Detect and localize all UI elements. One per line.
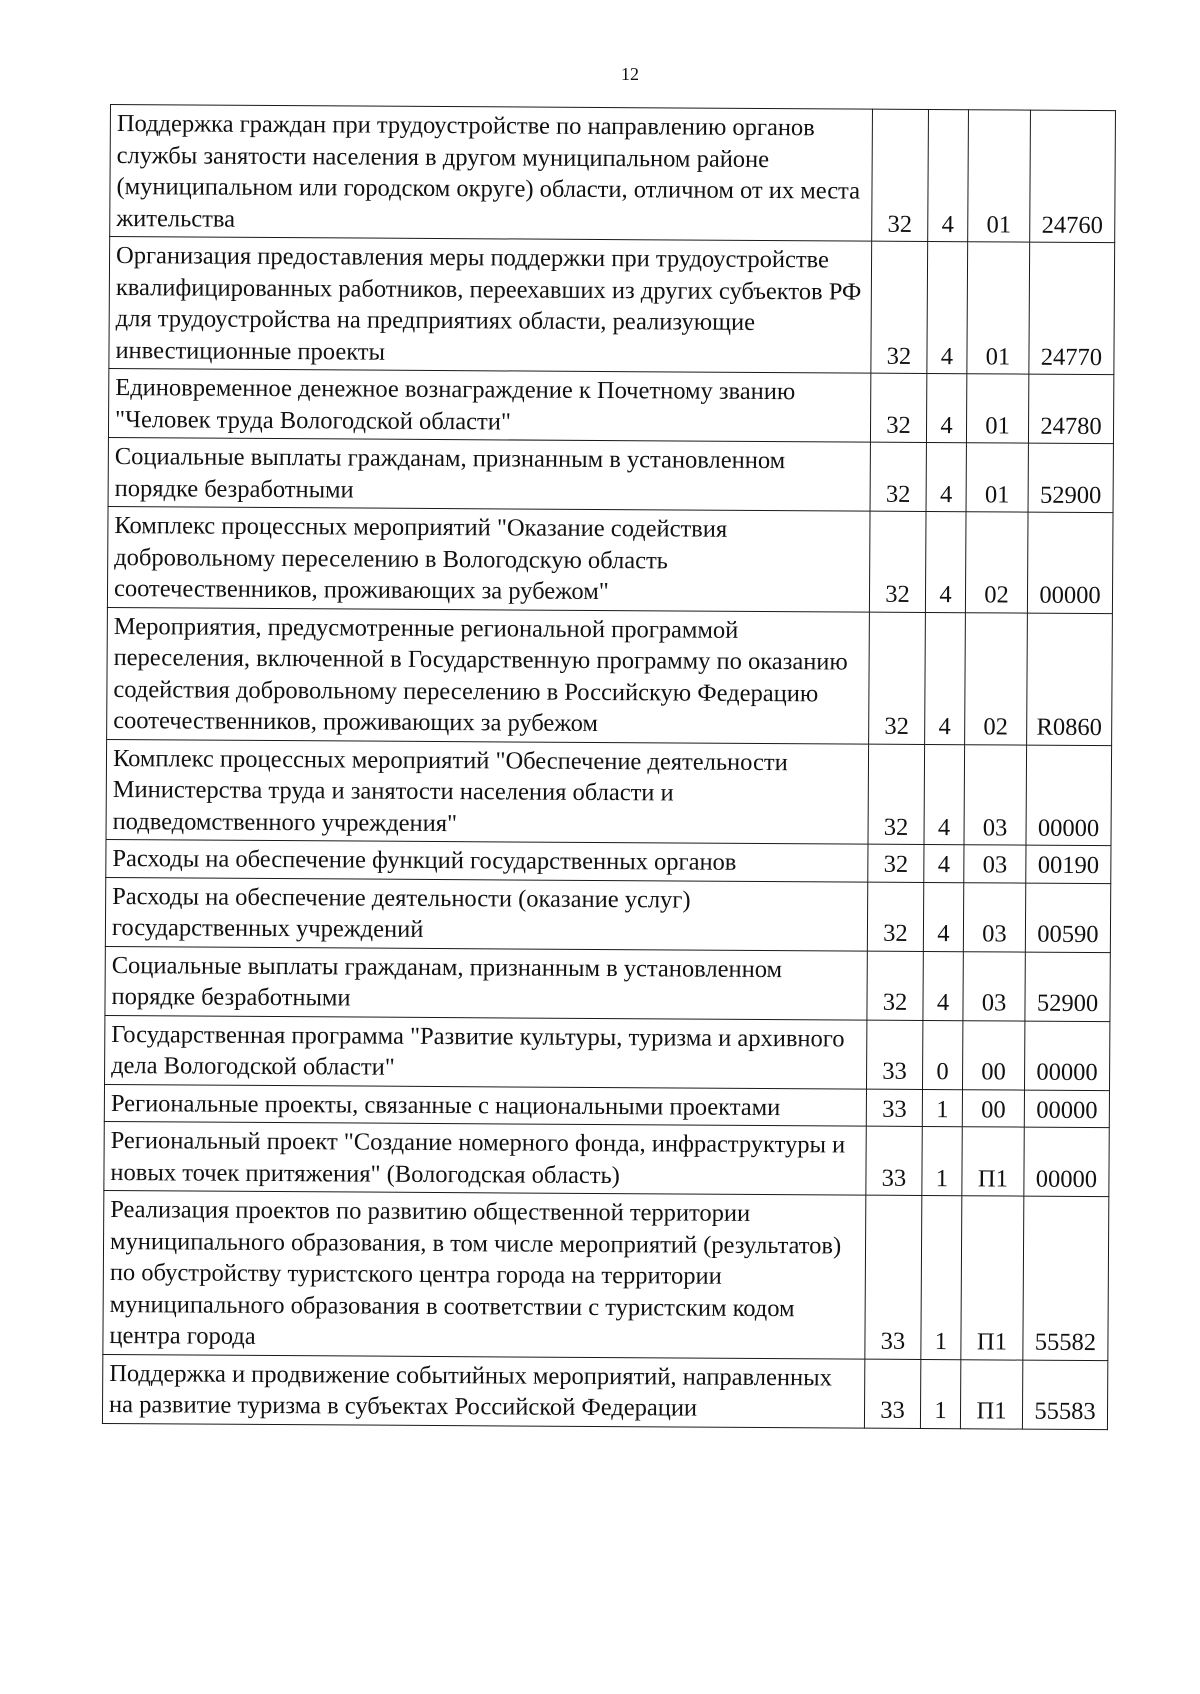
program-code-cell: 32 [867,882,923,951]
table-row [108,437,1113,512]
group-code-cell: П1 [962,1127,1024,1196]
page-number: 12 [621,64,639,84]
row-name: Расходы на обеспечение функций государственных органов [106,839,868,881]
expense-code-cell: 24770 [1029,242,1115,375]
row-name: Социальные выплаты гражданам, признанным в установленном порядке безработными [105,946,867,1020]
subprogram-code-cell: 1 [922,1089,962,1127]
row-name: Региональный проект "Создание номерного фонда, инфраструктуры и новых точек притяжения" (Вологодская область) [104,1121,866,1195]
group-code-cell: 02 [965,512,1028,613]
program-code-cell: 32 [867,951,923,1020]
group-code-cell: 00 [962,1020,1024,1089]
table-row [106,839,1111,883]
program-code-cell: 33 [866,1126,922,1195]
expense-code-cell: 24760 [1030,110,1116,243]
group-code-cell: 01 [968,110,1031,242]
group-code-cell: 03 [964,845,1026,883]
expense-code-cell: 24780 [1028,374,1113,444]
subprogram-code-cell: 4 [923,882,963,951]
row-name: Комплекс процессных мероприятий "Оказание содействия добровольному переселению в Вологодскую область соотечественников, проживающих за рубежом" [107,506,870,611]
subprogram-code-cell: 4 [924,744,965,845]
group-code-cell: 01 [967,242,1030,374]
program-code-cell: 33 [865,1195,922,1359]
subprogram-code-cell: 4 [925,511,966,612]
group-code-cell: 03 [963,882,1025,951]
group-code-cell: 03 [964,744,1027,845]
budget-classification-table-container [102,104,1115,1430]
program-code-cell: 32 [870,442,926,511]
row-name: Комплекс процессных мероприятий "Обеспечение деятельности Министерства труда и занятости населения области и подведомственного учреждения" [106,739,869,844]
table-row [110,105,1116,243]
subprogram-code-cell: 1 [921,1195,962,1359]
expense-code-cell: 55582 [1023,1196,1109,1360]
expense-code-cell: 00000 [1027,512,1113,613]
table-row [106,739,1112,846]
row-name: Региональные проекты, связанные с национальными проектами [104,1084,866,1126]
subprogram-code-cell: 1 [922,1126,962,1195]
subprogram-code-cell: 4 [926,442,966,511]
subprogram-code-cell: 0 [922,1020,962,1089]
group-code-cell: 02 [965,612,1028,744]
group-code-cell: 01 [966,443,1028,512]
row-name: Реализация проектов по развитию общественной территории муниципального образования, в том числе мероприятий (результатов) по обустройству туристского центра города на территории муниципального образования в соответствии с туристским кодом центра города [103,1190,866,1358]
table-row [104,1084,1109,1128]
program-code-cell: 32 [869,511,926,612]
row-name: Поддержка граждан при трудоустройстве по направлению органов службы занятости населения в другом муниципальном районе (муниципальном или городском округе) области, отличном от их места жительства [110,105,873,242]
row-name: Расходы на обеспечение деятельности (оказание услуг) государственных учреждений [105,877,867,951]
subprogram-code-cell: 4 [928,109,969,241]
program-code-cell: 32 [871,241,928,373]
expense-code-cell: 00000 [1024,1090,1109,1128]
program-code-cell: 33 [866,1089,922,1127]
expense-code-cell: R0860 [1027,613,1113,746]
table-body [102,105,1115,1430]
table-row [102,1354,1107,1429]
expense-code-cell: 00000 [1024,1021,1109,1091]
expense-code-cell: 00000 [1026,745,1112,846]
expense-code-cell: 52900 [1028,443,1113,513]
program-code-cell: 33 [864,1359,920,1428]
program-code-cell: 32 [869,612,926,744]
expense-code-cell: 00000 [1024,1127,1109,1197]
expense-code-cell: 52900 [1025,952,1110,1022]
row-name: Поддержка и продвижение событийных мероприятий, направленных на развитие туризма в субъектах Российской Федерации [102,1354,864,1428]
table-row [105,1015,1110,1090]
budget-classification-table [102,104,1116,1430]
subprogram-code-cell: 4 [926,373,966,442]
group-code-cell: 01 [966,374,1028,443]
program-code-cell: 32 [872,109,929,241]
row-name: Государственная программа "Развитие культуры, туризма и архивного дела Вологодской области" [105,1015,867,1089]
program-code-cell: 33 [866,1020,922,1089]
group-code-cell: П1 [961,1196,1024,1360]
row-name: Мероприятия, предусмотренные региональной программой переселения, включенной в Государственную программу по оказанию содействия добровольному переселению в Российскую Федерацию соотечественников, проживающих за рубежом [107,607,870,744]
expense-code-cell: 00190 [1026,845,1111,883]
table-row [105,877,1110,952]
subprogram-code-cell: 4 [924,844,964,882]
table-row [104,1121,1109,1196]
group-code-cell: 00 [962,1089,1024,1127]
table-row [107,607,1113,745]
row-name: Единовременное денежное вознаграждение к Почетному званию "Человек труда Вологодской области" [108,368,870,442]
table-row [109,237,1115,375]
expense-code-cell: 55583 [1022,1360,1107,1430]
group-code-cell: П1 [960,1359,1022,1428]
program-code-cell: 32 [868,744,925,845]
group-code-cell: 03 [963,951,1025,1020]
table-row [103,1190,1109,1360]
subprogram-code-cell: 4 [923,951,963,1020]
subprogram-code-cell: 1 [920,1359,960,1428]
program-code-cell: 32 [868,844,924,882]
subprogram-code-cell: 4 [927,241,968,373]
expense-code-cell: 00590 [1025,883,1110,953]
table-row [105,946,1110,1021]
table-row [108,368,1113,443]
program-code-cell: 32 [870,373,926,442]
row-name: Организация предоставления меры поддержки при трудоустройстве квалифицированных работников, переехавших из других субъектов РФ для трудоустройства на предприятиях области, реализующие инвестиционные проекты [109,237,872,374]
table-row [107,506,1113,613]
row-name: Социальные выплаты гражданам, признанным в установленном порядке безработными [108,437,870,511]
subprogram-code-cell: 4 [925,612,966,744]
